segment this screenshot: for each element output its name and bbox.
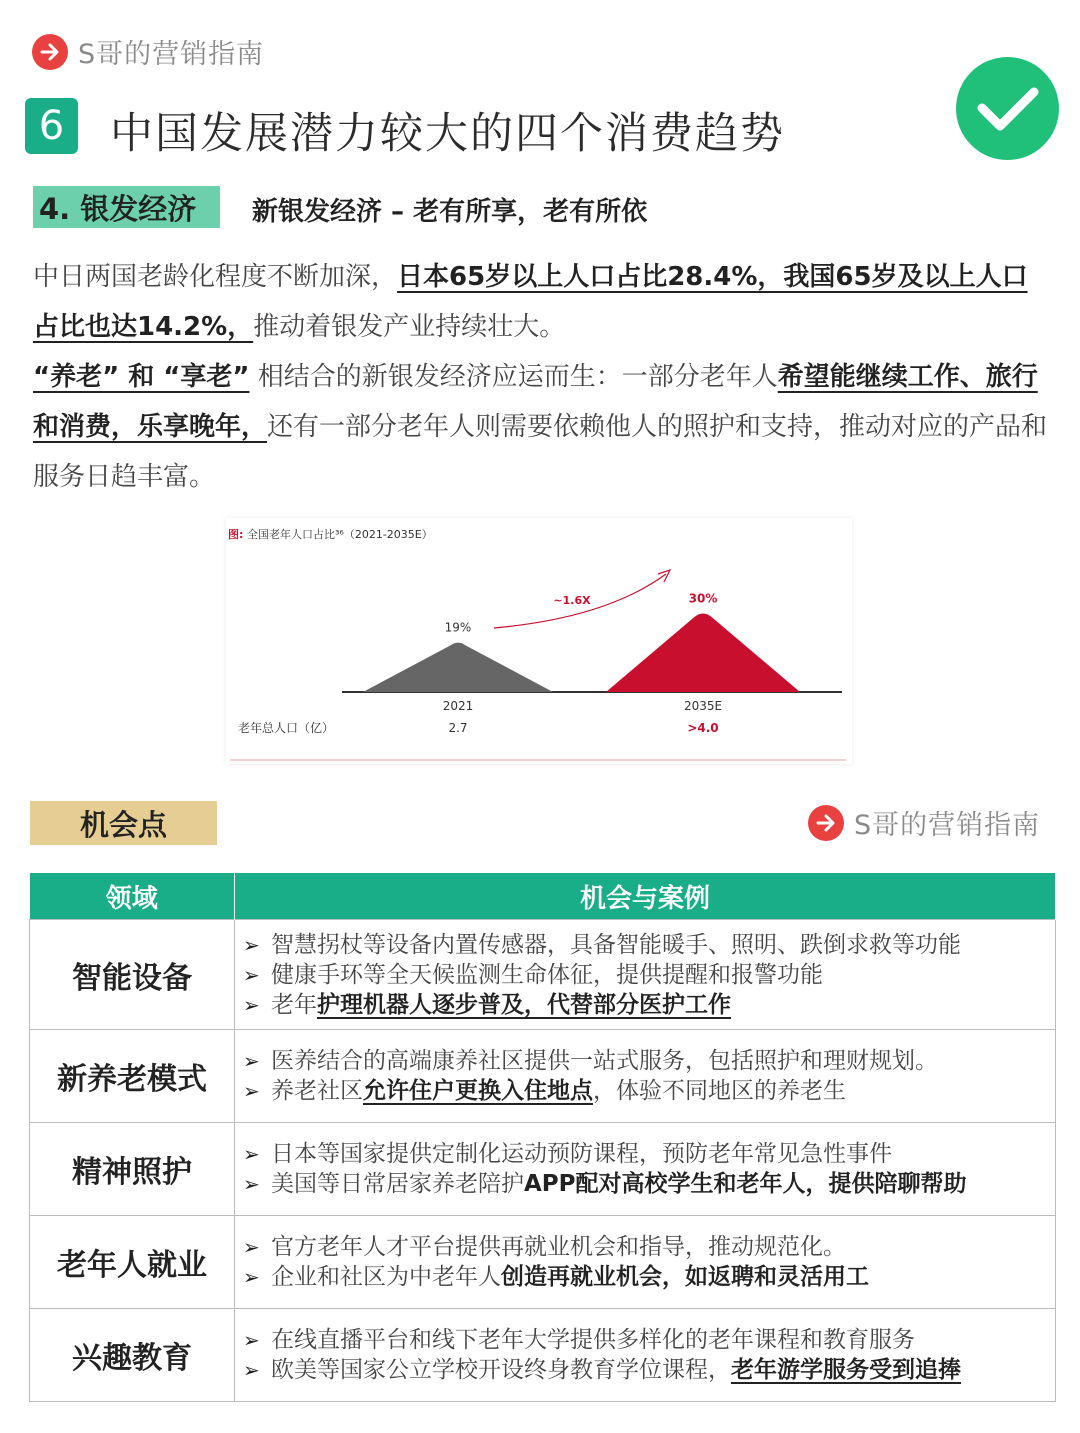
table-row (30, 1030, 1056, 1123)
case-item: ➢ 日本等国家提供定制化运动预防课程，预防老年常见急性事件 (243, 1141, 892, 1167)
brand-logo-mid (808, 803, 1040, 842)
case-item: ➢ 智慧拐杖等设备内置传感器，具备智能暖手、照明、跌倒求救等功能 (243, 931, 961, 958)
page-title: 中国发展潜力较大的四个消费趋势 (110, 109, 785, 159)
population-chart (226, 518, 852, 764)
field-cell: 新养老模式 (30, 1030, 235, 1123)
chart-peak-1 (606, 614, 800, 693)
cases-cell (235, 1216, 1056, 1309)
chart-value-label-0: 19% (444, 620, 472, 635)
brand-name: S哥的营销指南 (78, 39, 265, 70)
bullet-arrow-icon: ➢ (243, 1235, 260, 1259)
table-row (30, 920, 1056, 1030)
table-row (30, 1216, 1056, 1309)
case-item: ➢ 医养结合的高端康养社区提供一站式服务，包括照护和理财规划。 (243, 1048, 938, 1074)
bullet-arrow-icon: ➢ (243, 1328, 260, 1352)
section-number-badge: 6 (25, 98, 78, 154)
case-item: ➢ 健康手环等全天候监测生命体征，提供提醒和报警功能 (243, 961, 823, 988)
section-subtitle: 新银发经济 – 老有所享，老有所依 (252, 197, 648, 227)
chart-growth-label: ~1.6X (553, 594, 591, 607)
field-cell: 兴趣教育 (30, 1309, 235, 1402)
case-item: ➢ 养老社区允许住户更换入住地点，体验不同地区的养老生 (243, 1078, 846, 1104)
chart-row-label: 老年总人口（亿） (238, 721, 335, 735)
field-cell: 精神照护 (30, 1123, 235, 1216)
brand-logo-top (32, 32, 264, 71)
chart-title-prefix: 图: (228, 528, 244, 541)
opportunity-tag: 机会点 (30, 801, 217, 845)
chart-row-value-1: >4.0 (687, 721, 719, 735)
chart-category-label-1: 2035E (683, 699, 723, 713)
chart-category-label-0: 2021 (442, 699, 474, 713)
cases-cell (235, 1309, 1056, 1402)
case-item: ➢ 老年护理机器人逐步普及，代替部分医护工作 (243, 991, 731, 1018)
cases-cell (235, 1123, 1056, 1216)
chart-svg (226, 518, 852, 764)
field-cell: 老年人就业 (30, 1216, 235, 1309)
paragraph-silver-economy: “养老” 和 “享老” 相结合的新银发经济应运而生：一部分老年人希望能继续工作、旅行和消费，乐享晚年，还有一部分老年人则需要依赖他人的照护和支持，推动对应的产品和服务日趋丰富。 (33, 362, 1048, 492)
table-row (30, 1309, 1056, 1402)
bullet-arrow-icon: ➢ (243, 1142, 260, 1166)
brand-name: S哥的营销指南 (854, 810, 1041, 841)
bullet-arrow-icon: ➢ (243, 1079, 260, 1103)
case-item: ➢ 企业和社区为中老年人创造再就业机会，如返聘和灵活用工 (243, 1264, 869, 1290)
bullet-arrow-icon: ➢ (243, 1049, 260, 1073)
chart-peak-0 (363, 643, 553, 692)
bullet-arrow-icon: ➢ (243, 1358, 260, 1382)
field-cell: 智能设备 (30, 920, 235, 1030)
case-item: ➢ 官方老年人才平台提供再就业机会和指导，推动规范化。 (243, 1234, 846, 1260)
arrow-right-icon (808, 805, 844, 841)
arrow-right-icon (32, 34, 68, 70)
cases-cell (235, 920, 1056, 1030)
section-tag: 4. 银发经济 (33, 186, 220, 228)
case-item: ➢ 在线直播平台和线下老年大学提供多样化的老年课程和教育服务 (243, 1327, 915, 1353)
chart-title: 全国老年人口占比³⁶（2021-2035E） (247, 528, 433, 541)
paragraph-aging: 中日两国老龄化程度不断加深，日本65岁以上人口占比28.4%，我国65岁及以上人口占比也达14.2%，推动着银发产业持续壮大。 (33, 262, 1028, 342)
opportunity-table (29, 873, 1056, 1402)
bullet-arrow-icon: ➢ (243, 1172, 260, 1196)
column-header-field: 领域 (30, 873, 235, 920)
bullet-arrow-icon: ➢ (243, 962, 260, 987)
check-icon (956, 57, 1059, 160)
bullet-arrow-icon: ➢ (243, 1265, 260, 1289)
bullet-arrow-icon: ➢ (243, 932, 260, 957)
bullet-arrow-icon: ➢ (243, 992, 260, 1017)
cases-cell (235, 1030, 1056, 1123)
column-header-cases: 机会与案例 (235, 873, 1056, 920)
table-row (30, 1123, 1056, 1216)
table-header-row (30, 873, 1056, 920)
chart-value-label-1: 30% (688, 591, 718, 606)
chart-row-value-0: 2.7 (448, 721, 468, 735)
case-item: ➢ 美国等日常居家养老陪护APP配对高校学生和老年人，提供陪聊帮助 (243, 1171, 967, 1197)
case-item: ➢ 欧美等国家公立学校开设终身教育学位课程，老年游学服务受到追捧 (243, 1357, 961, 1383)
